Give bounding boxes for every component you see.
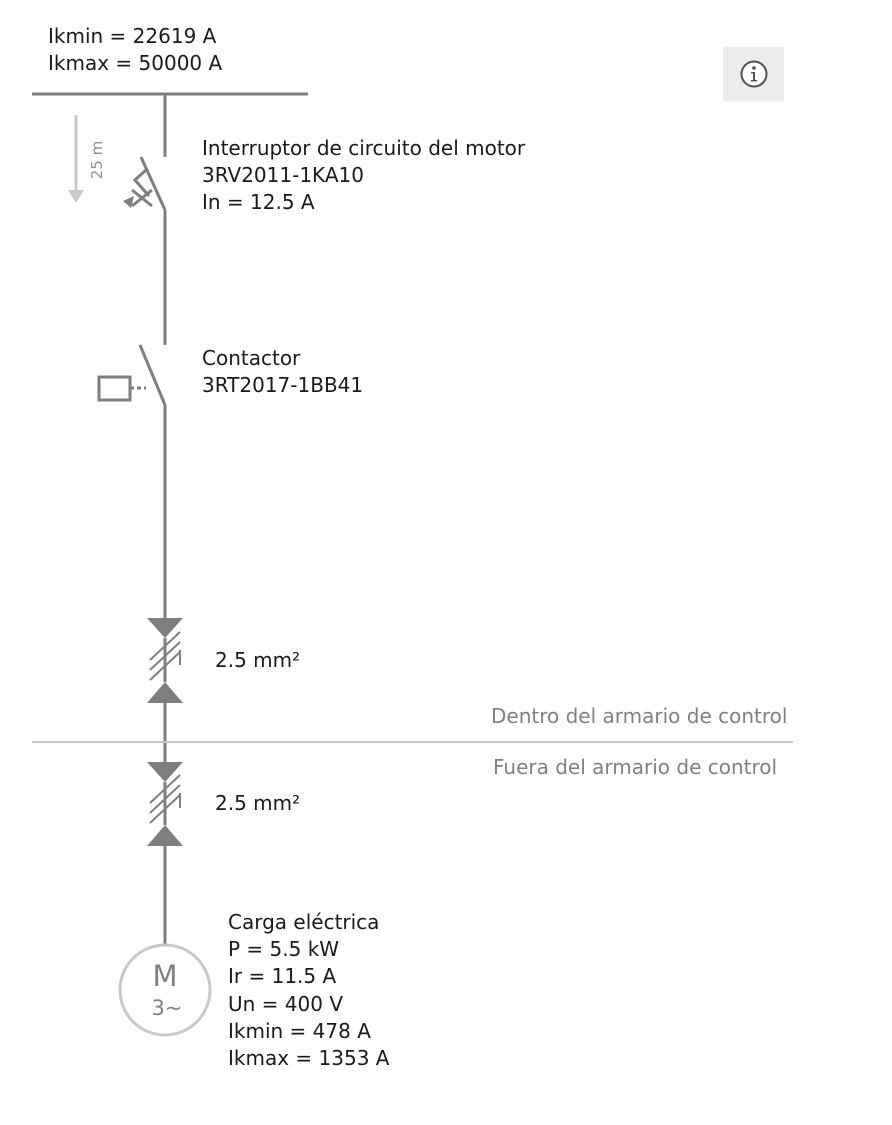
motor-ikmax: Ikmax = 1353 A <box>228 1046 390 1070</box>
contactor-model: 3RT2017-1BB41 <box>202 373 364 397</box>
motor-name: Carga eléctrica <box>228 910 380 934</box>
motor-power: P = 5.5 kW <box>228 937 340 961</box>
cable-inside-icon <box>147 618 183 703</box>
motor-current: Ir = 11.5 A <box>228 964 337 988</box>
info-button[interactable] <box>723 47 784 101</box>
motor-ikmin: Ikmin = 478 A <box>228 1019 371 1043</box>
motor-phases: 3~ <box>151 996 183 1020</box>
zone-inside-label: Dentro del armario de control <box>491 704 788 728</box>
contactor-icon <box>99 345 165 405</box>
length-arrow-icon <box>68 115 84 203</box>
motor-symbol: M <box>152 959 178 993</box>
zone-outside-label: Fuera del armario de control <box>493 755 778 779</box>
supply-ikmax: Ikmax = 50000 A <box>48 51 223 75</box>
cable-outside-icon <box>147 762 183 846</box>
cable-inside-section: 2.5 mm² <box>215 648 301 672</box>
motor-voltage: Un = 400 V <box>228 992 343 1016</box>
contactor-name: Contactor <box>202 346 301 370</box>
breaker-model: 3RV2011-1KA10 <box>202 163 364 187</box>
cable-outside-section: 2.5 mm² <box>215 791 301 815</box>
motor-circuit-breaker-icon <box>123 157 165 210</box>
breaker-name: Interruptor de circuito del motor <box>202 136 526 160</box>
breaker-rating: In = 12.5 A <box>202 190 315 214</box>
supply-ikmin: Ikmin = 22619 A <box>48 24 217 48</box>
info-icon <box>739 59 769 89</box>
feeder-length-label: 25 m <box>88 140 106 180</box>
